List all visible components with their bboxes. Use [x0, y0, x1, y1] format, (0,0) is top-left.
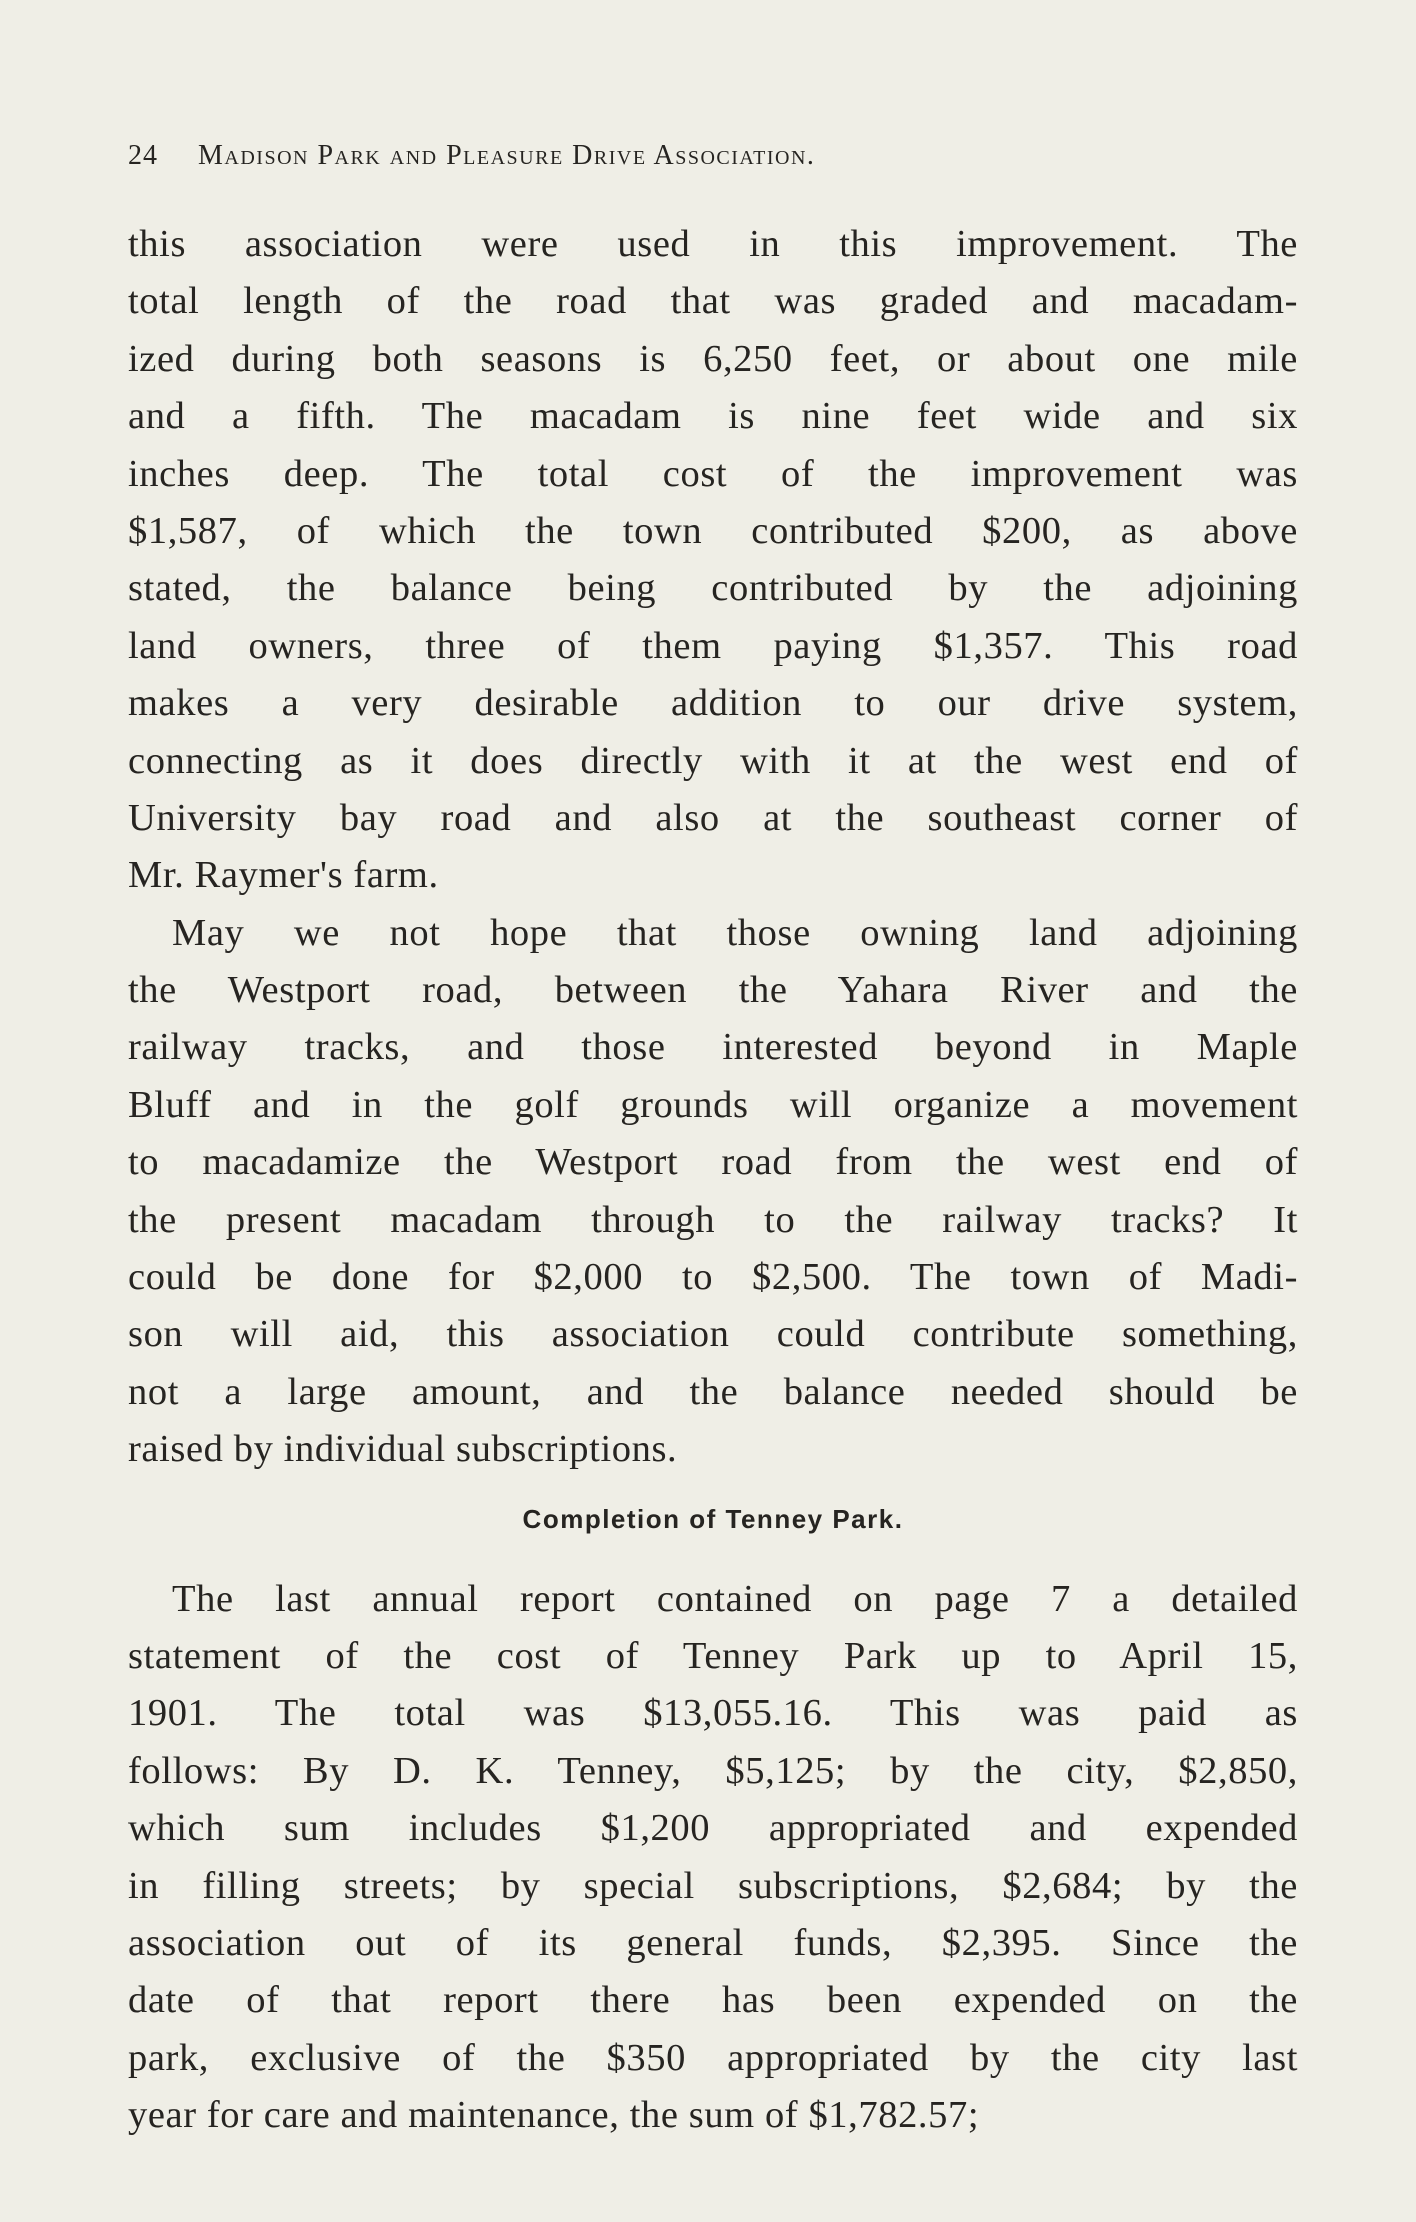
text-line: 1901. The total was $13,055.16. This was paid as — [128, 1692, 1298, 1735]
text-line: this association were used in this improvement. The — [128, 223, 1298, 265]
page-number: 24 — [128, 140, 158, 171]
text-line: University bay road and also at the southeast corner of — [128, 796, 1298, 839]
text-line: stated, the balance being contributed by the adjoining — [128, 567, 1298, 610]
text-line: connecting as it does directly with it at the west end of — [128, 739, 1298, 782]
text-line: in filling streets; by special subscriptions, $2,684; by the — [128, 1864, 1298, 1907]
text-line: May we not hope that those owning land adjoining — [172, 911, 1298, 954]
text-line: Bluff and in the golf grounds will organize a movement — [128, 1083, 1298, 1126]
text-line: the present macadam through to the railway tracks? It — [128, 1198, 1298, 1241]
text-line: which sum includes $1,200 appropriated and expended — [128, 1807, 1298, 1850]
text-line: $1,587, of which the town contributed $200, as above — [128, 509, 1298, 552]
body-text — [128, 216, 1298, 2145]
text-line: raised by individual subscriptions. — [128, 1428, 678, 1471]
paragraph-westport-road — [128, 905, 1298, 1479]
text-line: inches deep. The total cost of the improvement was — [128, 452, 1298, 495]
text-line: makes a very desirable addition to our drive system, — [128, 682, 1298, 725]
text-line: land owners, three of them paying $1,357. This road — [128, 624, 1298, 667]
text-line: date of that report there has been expended on the — [128, 1979, 1298, 2022]
running-title: Madison Park and Pleasure Drive Association. — [198, 140, 816, 171]
text-line: statement of the cost of Tenney Park up to April 15, — [128, 1634, 1298, 1677]
text-line: park, exclusive of the $350 appropriated by the city last — [128, 2036, 1298, 2079]
section-heading: Completion of Tenney Park. — [522, 1503, 904, 1534]
text-line: year for care and maintenance, the sum of $1,782.57; — [128, 2094, 980, 2137]
running-head — [128, 136, 1294, 176]
text-line: railway tracks, and those interested beyond in Maple — [128, 1026, 1298, 1069]
text-line: Mr. Raymer's farm. — [128, 854, 439, 897]
text-line: the Westport road, between the Yahara River and the — [128, 969, 1298, 1012]
text-line: and a fifth. The macadam is nine feet wide and six — [128, 395, 1298, 438]
text-line: son will aid, this association could contribute something, — [128, 1313, 1298, 1356]
paragraph-tenney-park — [128, 1571, 1298, 2145]
text-line: association out of its general funds, $2,395. Since the — [128, 1921, 1298, 1964]
text-line: follows: By D. K. Tenney, $5,125; by the city, $2,850, — [128, 1749, 1298, 1792]
paragraph-road-improvement — [128, 216, 1298, 905]
text-line: ized during both seasons is 6,250 feet, or about one mile — [128, 337, 1298, 380]
text-line: not a large amount, and the balance needed should be — [128, 1370, 1298, 1413]
text-line: The last annual report contained on page 7 a detailed — [172, 1577, 1298, 1620]
text-line: to macadamize the Westport road from the west end of — [128, 1141, 1298, 1184]
text-line: total length of the road that was graded and macadam- — [128, 280, 1298, 323]
text-line: could be done for $2,000 to $2,500. The town of Madi- — [128, 1256, 1298, 1299]
